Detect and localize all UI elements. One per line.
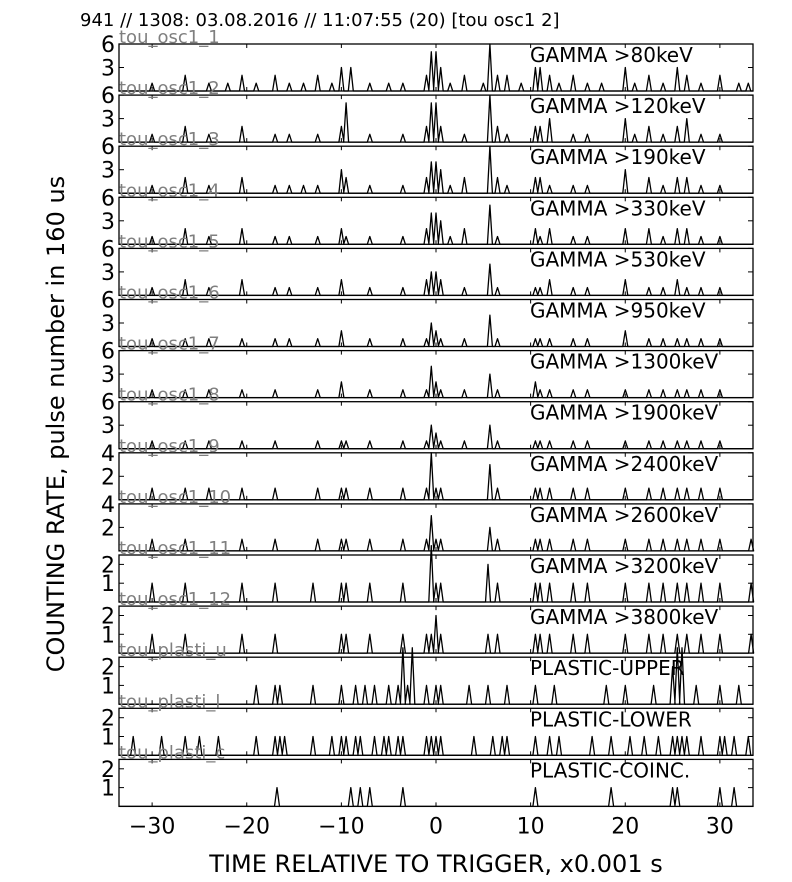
y-tick-label: 6 bbox=[101, 33, 115, 58]
y-tick-label: 3 bbox=[101, 56, 115, 82]
y-tick-label: 4 bbox=[101, 492, 115, 518]
x-tick-label: 10 bbox=[516, 814, 545, 840]
y-tick-label: 1 bbox=[101, 776, 115, 802]
y-tick-label: 2 bbox=[101, 604, 115, 630]
panel-title: GAMMA >80keV bbox=[530, 43, 693, 67]
y-tick-label: 3 bbox=[101, 312, 115, 337]
y-tick-label: 6 bbox=[101, 339, 115, 365]
y-tick-label: 6 bbox=[101, 390, 115, 416]
x-tick-label: −10 bbox=[318, 814, 365, 840]
y-tick-label: 1 bbox=[101, 674, 115, 700]
y-tick-label: 3 bbox=[101, 414, 115, 440]
y-tick-label: 2 bbox=[101, 553, 115, 579]
panel-title: PLASTIC-UPPER bbox=[530, 656, 685, 681]
panel-tag: tou_osc1_9 bbox=[119, 435, 220, 457]
panel-tag: tou_osc1_10 bbox=[119, 486, 232, 508]
panel-tag: tou_plasti_c bbox=[119, 742, 226, 764]
panel-tag: tou_plasti_u bbox=[119, 640, 227, 662]
x-tick-label: 0 bbox=[429, 814, 443, 840]
y-tick-label: 1 bbox=[101, 572, 115, 598]
panel-tag: tou_plasti_l bbox=[119, 691, 221, 713]
panel-title: GAMMA >190keV bbox=[530, 145, 706, 170]
panel-tag: tou_osc1_7 bbox=[119, 333, 220, 355]
y-tick-label: 2 bbox=[101, 465, 115, 491]
y-tick-label: 3 bbox=[101, 158, 115, 184]
x-tick-label: −20 bbox=[223, 814, 270, 840]
panel-tag: tou_osc1_8 bbox=[119, 384, 220, 406]
panels-group bbox=[101, 27, 754, 806]
panel-title: GAMMA >1900keV bbox=[530, 400, 719, 425]
x-tick-label: 30 bbox=[705, 814, 734, 840]
y-tick-label: 6 bbox=[101, 237, 115, 263]
y-tick-label: 2 bbox=[101, 757, 115, 783]
x-axis bbox=[129, 814, 734, 839]
panel-title: GAMMA >1300keV bbox=[530, 349, 719, 374]
y-tick-label: 6 bbox=[101, 186, 115, 212]
panel-tou_plasti_c bbox=[101, 742, 753, 806]
panel-tag: tou_osc1_2 bbox=[119, 78, 220, 100]
y-tick-label: 2 bbox=[101, 516, 115, 542]
panel-title: GAMMA >2400keV bbox=[530, 451, 719, 476]
y-tick-label: 3 bbox=[101, 209, 115, 235]
y-tick-label: 3 bbox=[101, 363, 115, 389]
y-tick-label: 4 bbox=[101, 441, 115, 467]
panel-title: GAMMA >3200keV bbox=[530, 554, 719, 578]
panel-tag: tou_osc1_1 bbox=[119, 27, 220, 48]
panel-tag: tou_osc1_12 bbox=[119, 589, 232, 611]
panel-title: PLASTIC-COINC. bbox=[530, 758, 691, 783]
y-tick-label: 6 bbox=[101, 84, 115, 110]
panel-tag: tou_osc1_11 bbox=[119, 538, 232, 559]
y-tick-label: 2 bbox=[101, 655, 115, 681]
panel-title: PLASTIC-LOWER bbox=[530, 707, 692, 732]
y-tick-label: 6 bbox=[101, 288, 115, 314]
header-text: 941 // 1308: 03.08.2016 // 11:07:55 (20) [tou osc1 2] bbox=[80, 10, 560, 31]
panel-title: GAMMA >950keV bbox=[530, 298, 706, 323]
panel-tag: tou_osc1_5 bbox=[119, 231, 220, 253]
panel-title: GAMMA >330keV bbox=[530, 196, 706, 221]
panel-title: GAMMA >3800keV bbox=[530, 605, 719, 630]
panel-tag: tou_osc1_3 bbox=[119, 129, 220, 151]
panel-tag: tou_osc1_4 bbox=[119, 180, 220, 202]
panel-title: GAMMA >120keV bbox=[530, 94, 706, 119]
y-tick-label: 1 bbox=[101, 623, 115, 649]
panel-title: GAMMA >530keV bbox=[530, 247, 706, 272]
x-tick-label: 20 bbox=[611, 814, 640, 840]
x-tick-label: −30 bbox=[128, 814, 176, 840]
y-axis-label: COUNTING RATE, pulse number in 160 us bbox=[42, 175, 70, 673]
y-tick-label: 1 bbox=[101, 725, 115, 751]
y-tick-label: 6 bbox=[101, 135, 115, 161]
panel-title: GAMMA >2600keV bbox=[530, 502, 719, 527]
panel-tag: tou_osc1_6 bbox=[119, 282, 220, 304]
y-tick-label: 3 bbox=[101, 107, 115, 133]
y-tick-label: 2 bbox=[101, 706, 115, 732]
y-tick-label: 3 bbox=[101, 260, 115, 286]
x-axis-label: TIME RELATIVE TO TRIGGER, x0.001 s bbox=[209, 850, 663, 878]
